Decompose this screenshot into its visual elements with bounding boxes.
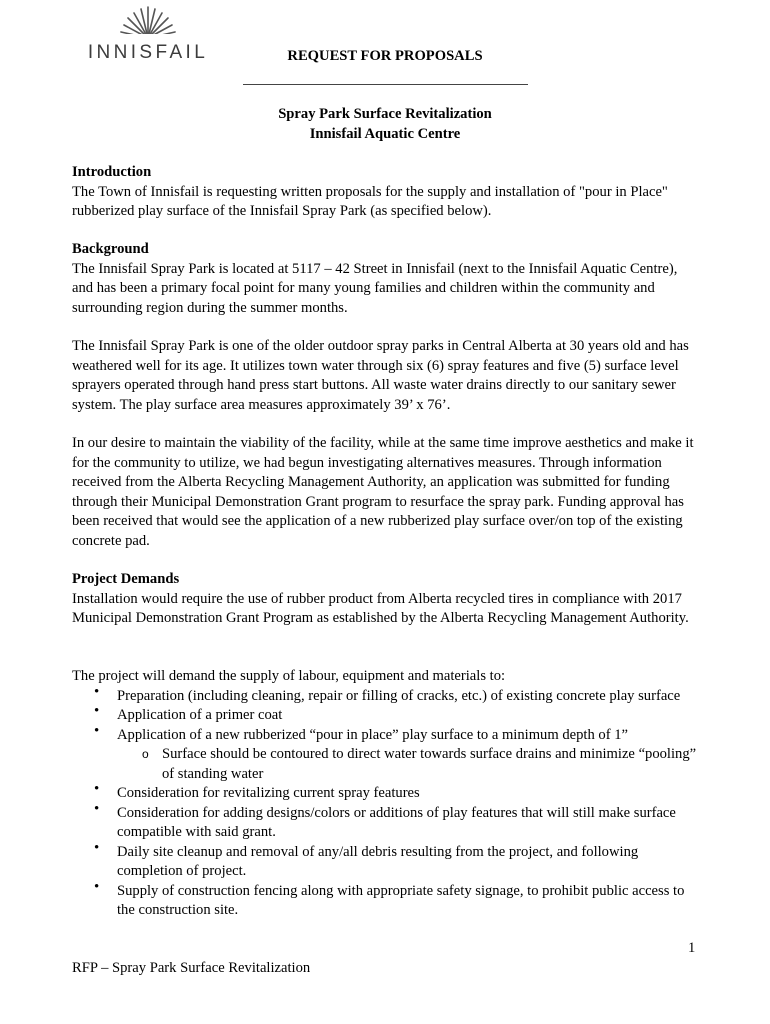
demands-list-section (72, 667, 702, 921)
circle-bullet-icon: o (142, 747, 149, 761)
bullet-icon: • (94, 781, 100, 797)
introduction-heading: Introduction (72, 164, 152, 180)
background-paragraph-3 (72, 434, 702, 551)
list-item: • Supply of construction fencing along with appropriate safety signage, to prohibit public access to the construction site. (94, 878, 685, 918)
introduction-section (72, 163, 702, 222)
project-title: Spray Park Surface Revitalization (278, 106, 492, 122)
list-item: • Preparation (including cleaning, repair or filling of cracks, etc.) of existing concrete play surface (94, 683, 681, 704)
document-title: REQUEST FOR PROPOSALS (287, 48, 483, 64)
page-number: 1 (688, 940, 696, 956)
page-footer: RFP – Spray Park Surface Revitalization (72, 960, 311, 976)
logo-wordmark: INNISFAIL (87, 42, 209, 63)
background-section (72, 240, 702, 318)
bullet-icon: • (94, 703, 100, 719)
project-demands-heading: Project Demands (72, 571, 180, 587)
bullet-icon: • (94, 722, 100, 739)
list-item: • Application of a new rubberized “pour in place” play surface to a minimum depth of 1” o Surface should be contoured to direct water towards surface drains and minimize “pooling” of standing water (72, 726, 702, 785)
background-paragraph: The Innisfail Spray Park is one of the older outdoor spray parks in Central Alberta at 30 years old and has weathered well for its age. It utilizes town water through six (6) spray features and five (5) surface level sprayers operated through hand press start buttons. All waste water drains directly to our sanitary sewer system. The play surface area measures approximately 39’ x 76’. (72, 338, 689, 413)
introduction-text: The Town of Innisfail is requesting written proposals for the supply and installation of "pour in Place" rubberized play surface of the Innisfail Spray Park (as specified below). (72, 183, 668, 219)
bullet-icon: • (94, 878, 100, 895)
background-paragraph-2 (72, 337, 702, 415)
list-item: • Consideration for revitalizing current spray features (94, 781, 420, 801)
bullet-icon: • (94, 839, 100, 856)
list-item: • Consideration for adding designs/colors or additions of play features that will still make surface compatible with said grant. (94, 800, 676, 840)
project-location: Innisfail Aquatic Centre (309, 126, 461, 142)
background-paragraph: The Innisfail Spray Park is located at 5117 – 42 Street in Innisfail (next to the Innisfail Aquatic Centre), and has been a primary focal point for many young families and children within the community and surrounding region during the summer months. (72, 260, 678, 316)
bullet-icon: • (94, 683, 100, 700)
project-demands-section (72, 570, 702, 629)
sub-list-item: o Surface should be contoured to direct water towards surface drains and minimize “pooling” of standing water (142, 746, 697, 782)
list-item: • Application of a primer coat (94, 703, 283, 723)
sub-list (117, 745, 702, 784)
bullet-icon: • (94, 800, 100, 817)
list-intro: The project will demand the supply of labour, equipment and materials to: (72, 668, 506, 684)
innisfail-logo (80, 4, 216, 70)
project-demands-paragraph: Installation would require the use of rubber product from Alberta recycled tires in compliance with 2017 Municipal Demonstration Grant Program as established by the Alberta Recycling Management Authority. (72, 590, 689, 626)
list-item: • Daily site cleanup and removal of any/all debris resulting from the project, and following completion of project. (94, 839, 639, 879)
demands-list (72, 683, 702, 921)
sunburst-icon (80, 4, 216, 44)
title-divider (243, 84, 528, 85)
background-heading: Background (72, 241, 149, 257)
background-paragraph: In our desire to maintain the viability of the facility, while at the same time improve aesthetics and make it for the community to utilize, we had begun investigating alternatives measures. Through information received from the Alberta Recycling Management Authority, an application was submitted for funding through their Municipal Demonstration Grant program to resurface the spray park. Funding approval has been received that would see the application of a new rubberized play surface over/on top of the existing concrete pad. (72, 435, 694, 549)
